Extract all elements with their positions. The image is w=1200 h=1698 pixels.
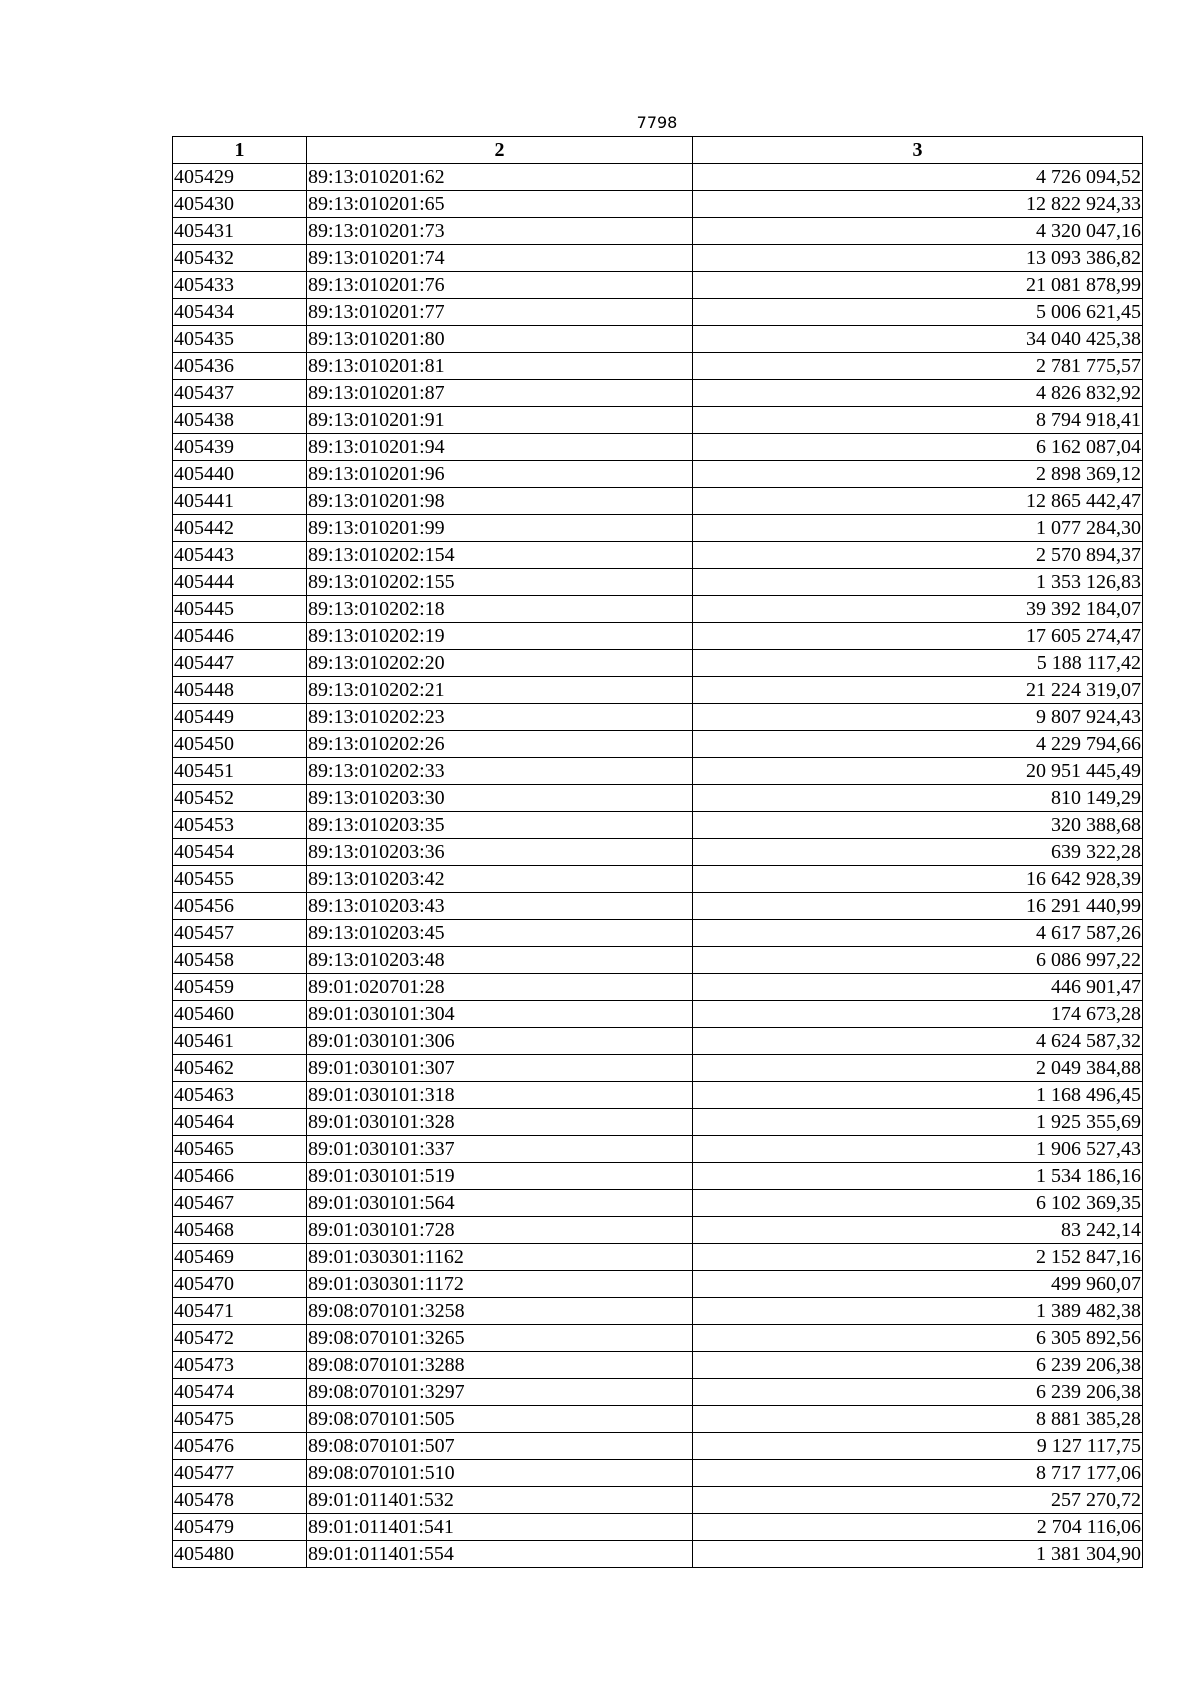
row-number-cell: 405442 xyxy=(173,515,307,542)
cadastral-number-cell: 89:01:011401:541 xyxy=(307,1514,693,1541)
value-cell: 174 673,28 xyxy=(693,1001,1143,1028)
table-row xyxy=(173,1514,1143,1541)
table-header-row xyxy=(173,137,1143,164)
row-number-cell: 405431 xyxy=(173,218,307,245)
row-number-cell: 405469 xyxy=(173,1244,307,1271)
cadastral-number-cell: 89:08:070101:3258 xyxy=(307,1298,693,1325)
value-cell: 1 381 304,90 xyxy=(693,1541,1143,1568)
value-cell: 6 305 892,56 xyxy=(693,1325,1143,1352)
table-body xyxy=(173,164,1143,1568)
cadastral-number-cell: 89:13:010202:21 xyxy=(307,677,693,704)
table-row xyxy=(173,326,1143,353)
value-cell: 16 291 440,99 xyxy=(693,893,1143,920)
row-number-cell: 405456 xyxy=(173,893,307,920)
row-number-cell: 405449 xyxy=(173,704,307,731)
table-row xyxy=(173,920,1143,947)
row-number-cell: 405476 xyxy=(173,1433,307,1460)
cadastral-number-cell: 89:13:010203:35 xyxy=(307,812,693,839)
cadastral-number-cell: 89:13:010201:99 xyxy=(307,515,693,542)
table-row xyxy=(173,191,1143,218)
value-cell: 4 617 587,26 xyxy=(693,920,1143,947)
row-number-cell: 405451 xyxy=(173,758,307,785)
table-row xyxy=(173,569,1143,596)
cadastral-number-cell: 89:01:011401:532 xyxy=(307,1487,693,1514)
cadastral-number-cell: 89:13:010203:42 xyxy=(307,866,693,893)
cadastral-number-cell: 89:01:030101:318 xyxy=(307,1082,693,1109)
table-row xyxy=(173,1136,1143,1163)
cadastral-number-cell: 89:08:070101:505 xyxy=(307,1406,693,1433)
page-number: 7798 xyxy=(636,113,678,132)
table-row xyxy=(173,1244,1143,1271)
value-cell: 12 865 442,47 xyxy=(693,488,1143,515)
value-cell: 6 102 369,35 xyxy=(693,1190,1143,1217)
value-cell: 1 906 527,43 xyxy=(693,1136,1143,1163)
table-row xyxy=(173,515,1143,542)
value-cell: 2 781 775,57 xyxy=(693,353,1143,380)
cadastral-number-cell: 89:13:010203:48 xyxy=(307,947,693,974)
cadastral-number-cell: 89:13:010202:154 xyxy=(307,542,693,569)
table-row xyxy=(173,407,1143,434)
table-row xyxy=(173,947,1143,974)
cadastral-number-cell: 89:13:010201:91 xyxy=(307,407,693,434)
cadastral-number-cell: 89:01:030301:1172 xyxy=(307,1271,693,1298)
cadastral-number-cell: 89:13:010201:87 xyxy=(307,380,693,407)
cadastral-number-cell: 89:13:010202:33 xyxy=(307,758,693,785)
row-number-cell: 405473 xyxy=(173,1352,307,1379)
row-number-cell: 405445 xyxy=(173,596,307,623)
cadastral-number-cell: 89:13:010202:26 xyxy=(307,731,693,758)
cadastral-number-cell: 89:13:010202:20 xyxy=(307,650,693,677)
table-row xyxy=(173,650,1143,677)
cadastral-number-cell: 89:01:030101:519 xyxy=(307,1163,693,1190)
value-cell: 34 040 425,38 xyxy=(693,326,1143,353)
cadastral-number-cell: 89:08:070101:3288 xyxy=(307,1352,693,1379)
row-number-cell: 405433 xyxy=(173,272,307,299)
table-row xyxy=(173,299,1143,326)
cadastral-number-cell: 89:01:030101:304 xyxy=(307,1001,693,1028)
value-cell: 1 077 284,30 xyxy=(693,515,1143,542)
value-cell: 20 951 445,49 xyxy=(693,758,1143,785)
table-row xyxy=(173,1271,1143,1298)
table-row xyxy=(173,1109,1143,1136)
cadastral-number-cell: 89:13:010203:43 xyxy=(307,893,693,920)
value-cell: 83 242,14 xyxy=(693,1217,1143,1244)
table-row xyxy=(173,1163,1143,1190)
value-cell: 1 353 126,83 xyxy=(693,569,1143,596)
row-number-cell: 405446 xyxy=(173,623,307,650)
row-number-cell: 405429 xyxy=(173,164,307,191)
row-number-cell: 405467 xyxy=(173,1190,307,1217)
cadastral-number-cell: 89:13:010201:74 xyxy=(307,245,693,272)
table-row xyxy=(173,596,1143,623)
row-number-cell: 405468 xyxy=(173,1217,307,1244)
value-cell: 6 162 087,04 xyxy=(693,434,1143,461)
row-number-cell: 405455 xyxy=(173,866,307,893)
cadastral-number-cell: 89:13:010202:19 xyxy=(307,623,693,650)
value-cell: 257 270,72 xyxy=(693,1487,1143,1514)
table-row xyxy=(173,785,1143,812)
cadastral-number-cell: 89:13:010202:18 xyxy=(307,596,693,623)
row-number-cell: 405479 xyxy=(173,1514,307,1541)
table-row xyxy=(173,1487,1143,1514)
value-cell: 6 086 997,22 xyxy=(693,947,1143,974)
row-number-cell: 405463 xyxy=(173,1082,307,1109)
value-cell: 4 229 794,66 xyxy=(693,731,1143,758)
cadastral-number-cell: 89:13:010201:62 xyxy=(307,164,693,191)
row-number-cell: 405461 xyxy=(173,1028,307,1055)
table-row xyxy=(173,623,1143,650)
cadastral-number-cell: 89:13:010202:23 xyxy=(307,704,693,731)
value-cell: 1 168 496,45 xyxy=(693,1082,1143,1109)
cadastral-number-cell: 89:13:010201:76 xyxy=(307,272,693,299)
row-number-cell: 405440 xyxy=(173,461,307,488)
value-cell: 1 389 482,38 xyxy=(693,1298,1143,1325)
column-header-1: 1 xyxy=(173,137,307,164)
table-row xyxy=(173,1325,1143,1352)
value-cell: 9 127 117,75 xyxy=(693,1433,1143,1460)
value-cell: 4 320 047,16 xyxy=(693,218,1143,245)
value-cell: 2 049 384,88 xyxy=(693,1055,1143,1082)
cadastral-number-cell: 89:13:010201:77 xyxy=(307,299,693,326)
cadastral-number-cell: 89:01:030101:328 xyxy=(307,1109,693,1136)
value-cell: 6 239 206,38 xyxy=(693,1379,1143,1406)
table-row xyxy=(173,1406,1143,1433)
value-cell: 446 901,47 xyxy=(693,974,1143,1001)
table-row xyxy=(173,272,1143,299)
cadastral-number-cell: 89:08:070101:507 xyxy=(307,1433,693,1460)
value-cell: 8 794 918,41 xyxy=(693,407,1143,434)
row-number-cell: 405448 xyxy=(173,677,307,704)
value-cell: 1 534 186,16 xyxy=(693,1163,1143,1190)
cadastral-number-cell: 89:13:010201:94 xyxy=(307,434,693,461)
row-number-cell: 405434 xyxy=(173,299,307,326)
table-row xyxy=(173,1217,1143,1244)
table-row xyxy=(173,1082,1143,1109)
value-cell: 9 807 924,43 xyxy=(693,704,1143,731)
cadastral-number-cell: 89:13:010203:30 xyxy=(307,785,693,812)
row-number-cell: 405430 xyxy=(173,191,307,218)
value-cell: 639 322,28 xyxy=(693,839,1143,866)
table-row xyxy=(173,1352,1143,1379)
table-row xyxy=(173,704,1143,731)
value-cell: 4 726 094,52 xyxy=(693,164,1143,191)
cadastral-number-cell: 89:01:011401:554 xyxy=(307,1541,693,1568)
table-row xyxy=(173,353,1143,380)
row-number-cell: 405470 xyxy=(173,1271,307,1298)
value-cell: 2 704 116,06 xyxy=(693,1514,1143,1541)
cadastral-number-cell: 89:13:010201:81 xyxy=(307,353,693,380)
cadastral-number-cell: 89:13:010202:155 xyxy=(307,569,693,596)
value-cell: 16 642 928,39 xyxy=(693,866,1143,893)
cadastral-number-cell: 89:13:010201:98 xyxy=(307,488,693,515)
row-number-cell: 405471 xyxy=(173,1298,307,1325)
row-number-cell: 405466 xyxy=(173,1163,307,1190)
cadastral-number-cell: 89:13:010201:73 xyxy=(307,218,693,245)
value-cell: 810 149,29 xyxy=(693,785,1143,812)
row-number-cell: 405444 xyxy=(173,569,307,596)
row-number-cell: 405436 xyxy=(173,353,307,380)
row-number-cell: 405465 xyxy=(173,1136,307,1163)
value-cell: 4 826 832,92 xyxy=(693,380,1143,407)
table-row xyxy=(173,1028,1143,1055)
value-cell: 6 239 206,38 xyxy=(693,1352,1143,1379)
row-number-cell: 405459 xyxy=(173,974,307,1001)
row-number-cell: 405452 xyxy=(173,785,307,812)
row-number-cell: 405475 xyxy=(173,1406,307,1433)
row-number-cell: 405450 xyxy=(173,731,307,758)
cadastral-number-cell: 89:08:070101:3265 xyxy=(307,1325,693,1352)
row-number-cell: 405462 xyxy=(173,1055,307,1082)
row-number-cell: 405478 xyxy=(173,1487,307,1514)
value-cell: 1 925 355,69 xyxy=(693,1109,1143,1136)
value-cell: 4 624 587,32 xyxy=(693,1028,1143,1055)
value-cell: 5 188 117,42 xyxy=(693,650,1143,677)
column-header-2: 2 xyxy=(307,137,693,164)
table-row xyxy=(173,1298,1143,1325)
cadastral-number-cell: 89:08:070101:3297 xyxy=(307,1379,693,1406)
table-row xyxy=(173,974,1143,1001)
table-row xyxy=(173,731,1143,758)
row-number-cell: 405477 xyxy=(173,1460,307,1487)
cadastral-number-cell: 89:01:030101:564 xyxy=(307,1190,693,1217)
cadastral-number-cell: 89:13:010203:45 xyxy=(307,920,693,947)
value-cell: 5 006 621,45 xyxy=(693,299,1143,326)
table-row xyxy=(173,434,1143,461)
row-number-cell: 405474 xyxy=(173,1379,307,1406)
value-cell: 2 570 894,37 xyxy=(693,542,1143,569)
cadastral-number-cell: 89:01:020701:28 xyxy=(307,974,693,1001)
table-row xyxy=(173,1001,1143,1028)
value-cell: 39 392 184,07 xyxy=(693,596,1143,623)
table-row xyxy=(173,893,1143,920)
row-number-cell: 405460 xyxy=(173,1001,307,1028)
cadastral-number-cell: 89:13:010201:80 xyxy=(307,326,693,353)
row-number-cell: 405464 xyxy=(173,1109,307,1136)
row-number-cell: 405437 xyxy=(173,380,307,407)
row-number-cell: 405472 xyxy=(173,1325,307,1352)
row-number-cell: 405438 xyxy=(173,407,307,434)
row-number-cell: 405458 xyxy=(173,947,307,974)
table-row xyxy=(173,677,1143,704)
table-row xyxy=(173,380,1143,407)
value-cell: 320 388,68 xyxy=(693,812,1143,839)
cadastral-number-cell: 89:13:010203:36 xyxy=(307,839,693,866)
table-row xyxy=(173,1379,1143,1406)
cadastral-number-cell: 89:01:030101:337 xyxy=(307,1136,693,1163)
cadastral-number-cell: 89:01:030301:1162 xyxy=(307,1244,693,1271)
cadastral-number-cell: 89:08:070101:510 xyxy=(307,1460,693,1487)
value-cell: 13 093 386,82 xyxy=(693,245,1143,272)
value-cell: 499 960,07 xyxy=(693,1271,1143,1298)
value-cell: 8 717 177,06 xyxy=(693,1460,1143,1487)
value-cell: 21 224 319,07 xyxy=(693,677,1143,704)
value-cell: 2 152 847,16 xyxy=(693,1244,1143,1271)
data-table xyxy=(172,136,1143,1568)
row-number-cell: 405453 xyxy=(173,812,307,839)
row-number-cell: 405443 xyxy=(173,542,307,569)
table-row xyxy=(173,812,1143,839)
table-row xyxy=(173,488,1143,515)
column-header-3: 3 xyxy=(693,137,1143,164)
row-number-cell: 405447 xyxy=(173,650,307,677)
row-number-cell: 405441 xyxy=(173,488,307,515)
row-number-cell: 405454 xyxy=(173,839,307,866)
table-row xyxy=(173,245,1143,272)
cadastral-number-cell: 89:01:030101:728 xyxy=(307,1217,693,1244)
row-number-cell: 405480 xyxy=(173,1541,307,1568)
cadastral-number-cell: 89:13:010201:65 xyxy=(307,191,693,218)
value-cell: 2 898 369,12 xyxy=(693,461,1143,488)
value-cell: 8 881 385,28 xyxy=(693,1406,1143,1433)
table-row xyxy=(173,1190,1143,1217)
value-cell: 12 822 924,33 xyxy=(693,191,1143,218)
table-row xyxy=(173,866,1143,893)
value-cell: 17 605 274,47 xyxy=(693,623,1143,650)
row-number-cell: 405432 xyxy=(173,245,307,272)
table-row xyxy=(173,839,1143,866)
table-row xyxy=(173,1541,1143,1568)
table-row xyxy=(173,218,1143,245)
cadastral-number-cell: 89:01:030101:306 xyxy=(307,1028,693,1055)
table-row xyxy=(173,1460,1143,1487)
table-row xyxy=(173,758,1143,785)
table-row xyxy=(173,1055,1143,1082)
table-row xyxy=(173,461,1143,488)
table-row xyxy=(173,164,1143,191)
row-number-cell: 405457 xyxy=(173,920,307,947)
cadastral-number-cell: 89:13:010201:96 xyxy=(307,461,693,488)
cadastral-number-cell: 89:01:030101:307 xyxy=(307,1055,693,1082)
row-number-cell: 405435 xyxy=(173,326,307,353)
table-row xyxy=(173,542,1143,569)
row-number-cell: 405439 xyxy=(173,434,307,461)
value-cell: 21 081 878,99 xyxy=(693,272,1143,299)
table-row xyxy=(173,1433,1143,1460)
